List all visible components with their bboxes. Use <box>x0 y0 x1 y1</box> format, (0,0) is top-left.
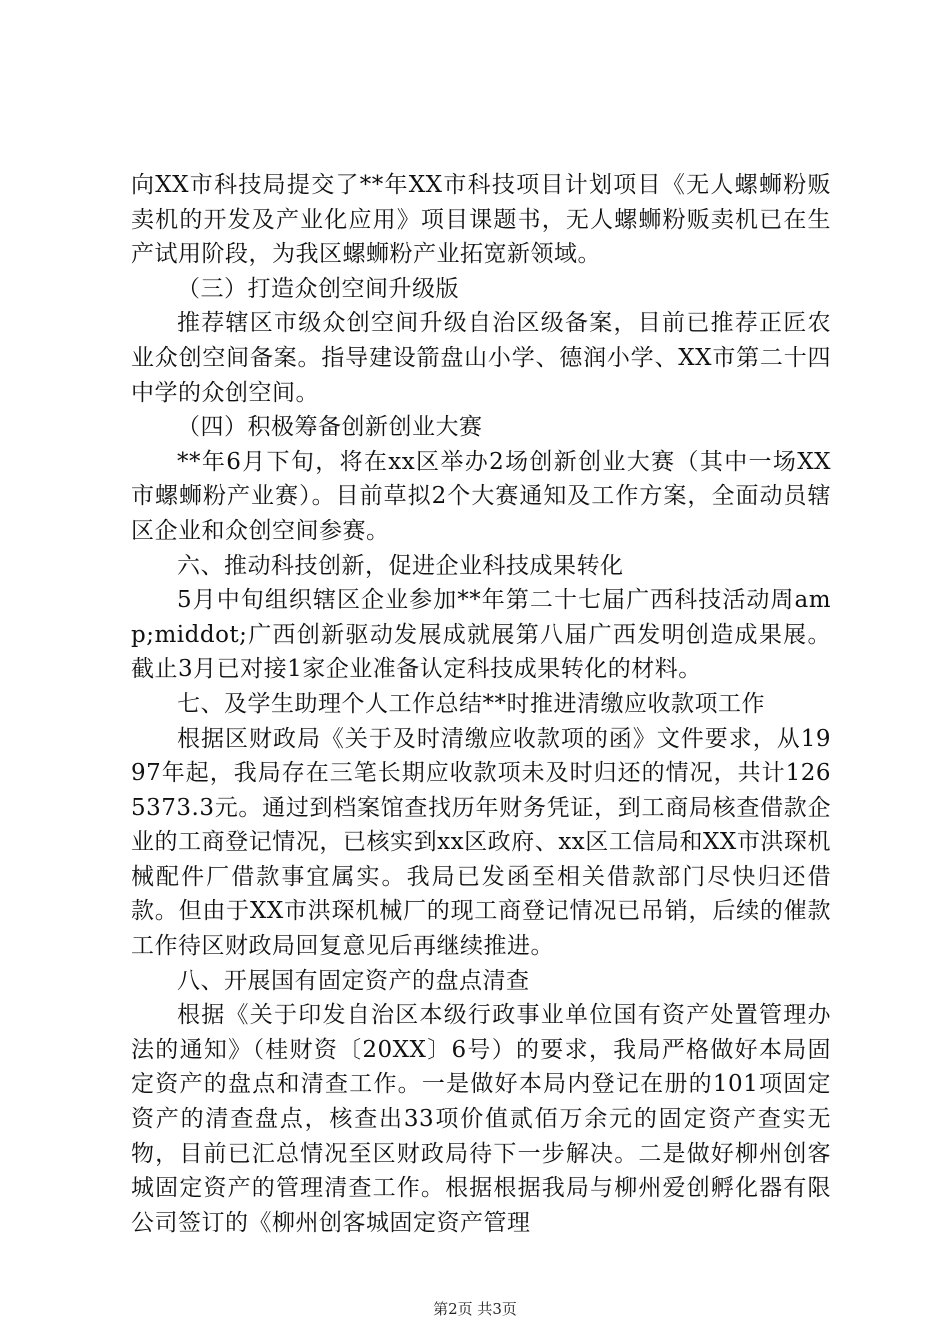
paragraph-contest: **年6月下旬，将在xx区举办2场创新创业大赛（其中一场XX市螺蛳粉产业赛）。目前草拟2个大赛通知及工作方案，全面动员辖区企业和众创空间参赛。 <box>131 448 831 544</box>
paragraph-assets: 根据《关于印发自治区本级行政事业单位国有资产处置管理办法的通知》（桂财资〔20XX〕6号）的要求，我局严格做好本局固定资产的盘点和清查工作。一是做好本局内登记在册的101项固定资产的清查盘点，核查出33项价值贰佰万余元的固定资产查实无物，目前已汇总情况至区财政局待下一步解决。二是做好柳州创客城固定资产的管理清查工作。根据根据我局与柳州爱创孵化器有限公司签订的《柳州创客城固定资产管理 <box>131 1002 831 1236</box>
section-heading-assets: 八、开展国有固定资产的盘点清查 <box>177 967 530 994</box>
paragraph-receivables: 根据区财政局《关于及时清缴应收款项的函》文件要求，从1997年起，我局存在三笔长期应收款项未及时归还的情况，共计1265373.3元。通过到档案馆查找历年财务凭证，到工商局核查借款企业的工商登记情况，已核实到xx区政府、xx区工信局和XX市洪琛机械配件厂借款事宜属实。我局已发函至相关借款部门尽快归还借款。但由于XX市洪琛机械厂的现工商登记情况已吊销，后续的催款工作待区财政局回复意见后再继续推进。 <box>131 725 831 960</box>
section-heading-maker-space: （三）打造众创空间升级版 <box>177 275 459 302</box>
section-heading-contest: （四）积极筹备创新创业大赛 <box>177 414 483 441</box>
document-body <box>131 168 831 1240</box>
paragraph-maker-space: 推荐辖区市级众创空间升级自治区级备案，目前已推荐正匠农业众创空间备案。指导建设箭盘山小学、德润小学、XX市第二十四中学的众创空间。 <box>131 310 831 406</box>
section-heading-receivables: 七、及学生助理个人工作总结**时推进清缴应收款项工作 <box>177 690 765 717</box>
page-footer: 第2页 共3页 <box>433 1300 517 1318</box>
paragraph-innovation: 5月中旬组织辖区企业参加**年第二十七届广西科技活动周amp;middot;广西创新驱动发展成就展第八届广西发明创造成果展。截止3月已对接1家企业准备认定科技成果转化的材料。 <box>131 587 831 683</box>
paragraph-continuation: 向XX市科技局提交了**年XX市科技项目计划项目《无人螺蛳粉贩卖机的开发及产业化应用》项目课题书，无人螺蛳粉贩卖机已在生产试用阶段，为我区螺蛳粉产业拓宽新领域。 <box>131 172 831 268</box>
section-heading-innovation: 六、推动科技创新，促进企业科技成果转化 <box>177 552 624 579</box>
